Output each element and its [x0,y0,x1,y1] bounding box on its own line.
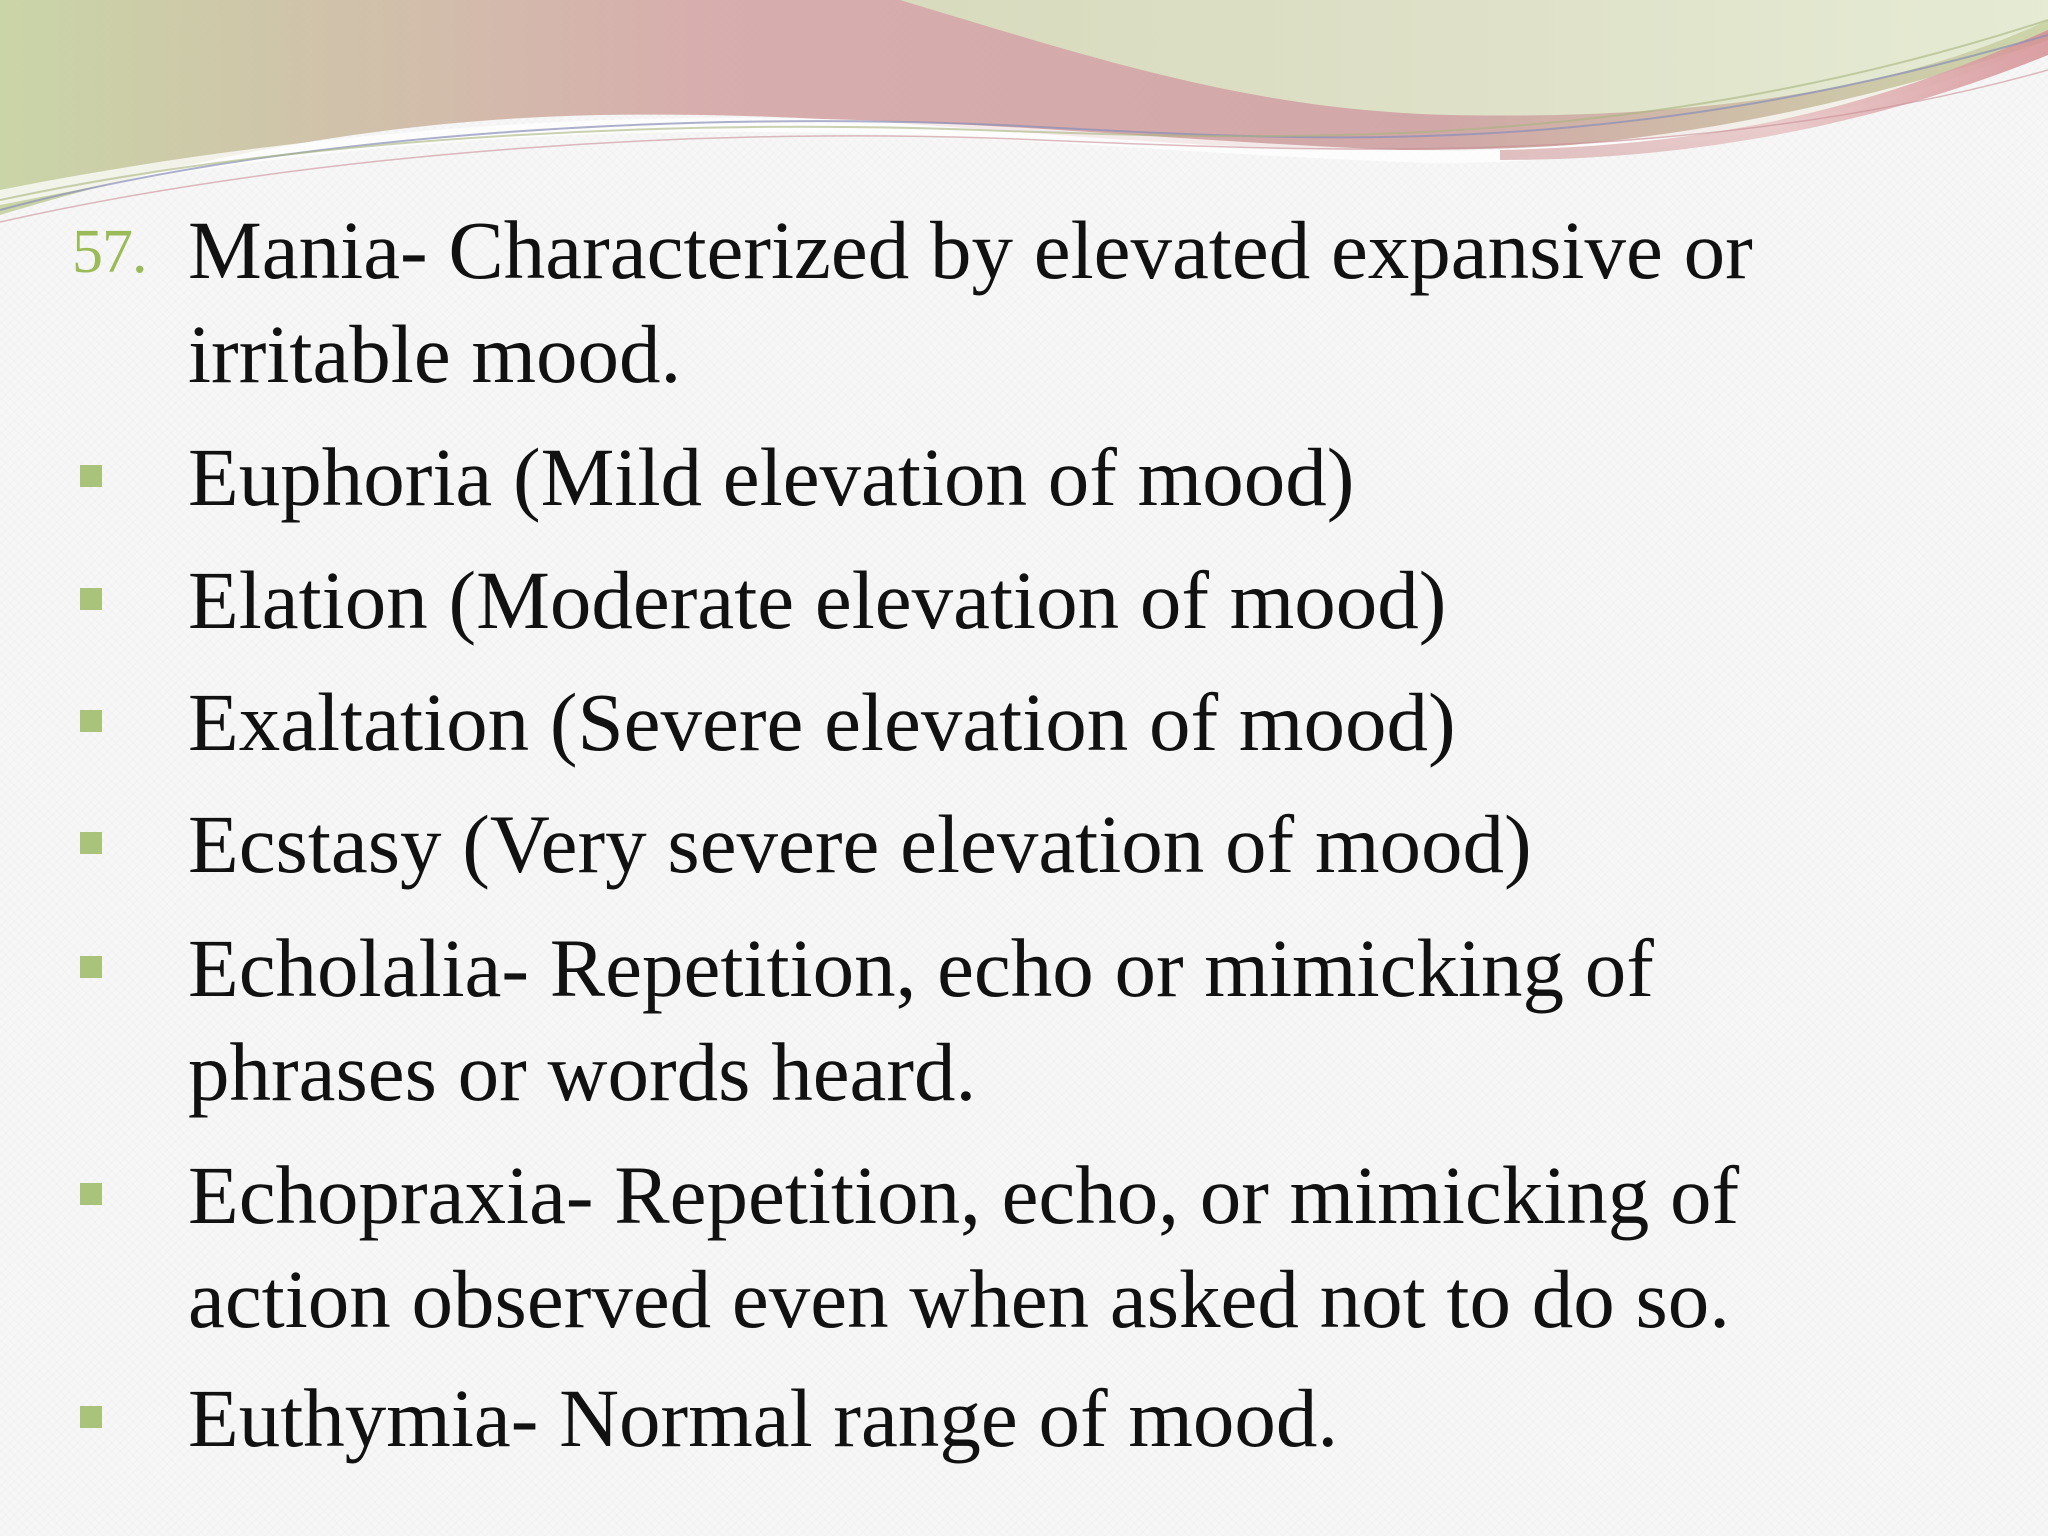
bullet-line: Echolalia- Repetition, echo or mimicking of [188,922,1654,1014]
bullet-line: Euthymia- Normal range of mood. [188,1372,1339,1464]
heading-line-1: Mania- Characterized by elevated expansive or [188,204,1753,296]
item-number: 57. [72,218,147,286]
square-bullet-icon [80,1406,102,1428]
bullet-line: Ecstasy (Very severe elevation of mood) [188,798,1532,890]
bullet-line: Exaltation (Severe elevation of mood) [188,676,1456,768]
bullet-line: phrases or words heard. [188,1026,977,1118]
bullet-line: Echopraxia- Repetition, echo, or mimicking of [188,1149,1740,1241]
bullet-line: Elation (Moderate elevation of mood) [188,554,1447,646]
square-bullet-icon [80,710,102,732]
square-bullet-icon [80,465,102,487]
square-bullet-icon [80,832,102,854]
bullet-line: action observed even when asked not to do so. [188,1253,1731,1345]
heading-line-2: irritable mood. [188,308,682,400]
square-bullet-icon [80,588,102,610]
square-bullet-icon [80,956,102,978]
bullet-line: Euphoria (Mild elevation of mood) [188,431,1355,523]
square-bullet-icon [80,1183,102,1205]
